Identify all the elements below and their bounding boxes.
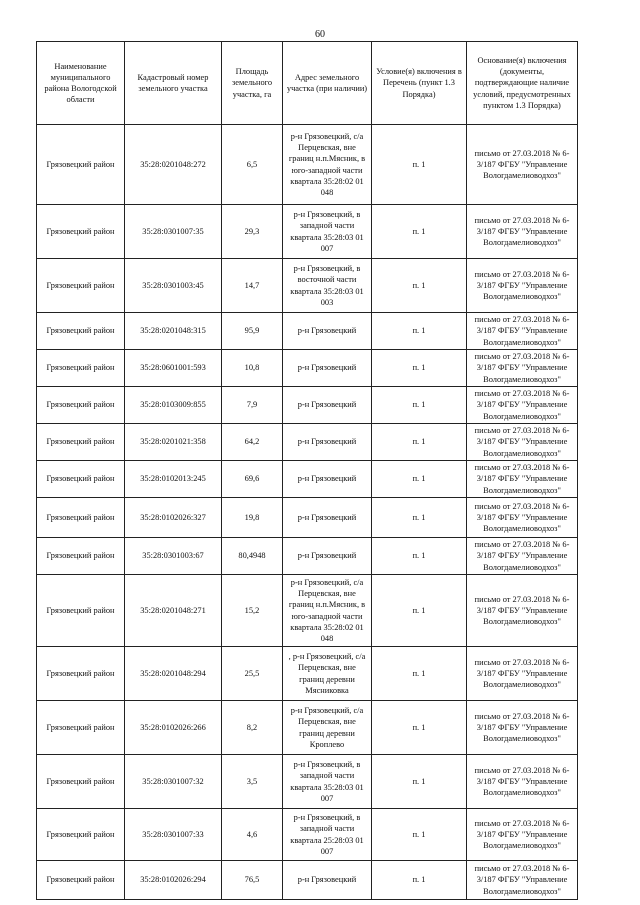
area-cell: 3,5 xyxy=(222,755,283,809)
address-cell: р-н Грязовецкий xyxy=(283,461,372,498)
condition-cell: п. 1 xyxy=(372,350,467,387)
condition-cell: п. 1 xyxy=(372,755,467,809)
cadastral-number-cell: 35:28:0301007:32 xyxy=(125,755,222,809)
condition-cell: п. 1 xyxy=(372,424,467,461)
table-row xyxy=(37,259,578,313)
condition-cell: п. 1 xyxy=(372,809,467,861)
address-cell: р-н Грязовецкий, с/а Перцевская, вне границ деревни Кроплево xyxy=(283,701,372,755)
cadastral-number-cell: 35:28:0301007:35 xyxy=(125,205,222,259)
table-row xyxy=(37,461,578,498)
area-cell: 6,5 xyxy=(222,125,283,205)
header-district: Наименование муниципального района Вологодской области xyxy=(37,42,125,125)
district-cell: Грязовецкий район xyxy=(37,647,125,701)
basis-cell: письмо от 27.03.2018 № 6-3/187 ФГБУ "Управление Вологдамелиоводхоз" xyxy=(467,387,578,424)
address-cell: , р-н Грязовецкий, с/а Перцевская, вне границ деревни Мясниковка xyxy=(283,647,372,701)
table-row xyxy=(37,125,578,205)
district-cell: Грязовецкий район xyxy=(37,350,125,387)
condition-cell: п. 1 xyxy=(372,498,467,538)
district-cell: Грязовецкий район xyxy=(37,809,125,861)
district-cell: Грязовецкий район xyxy=(37,861,125,900)
basis-cell: письмо от 27.03.2018 № 6-3/187 ФГБУ "Управление Вологдамелиоводхоз" xyxy=(467,424,578,461)
district-cell: Грязовецкий район xyxy=(37,461,125,498)
area-cell: 95,9 xyxy=(222,313,283,350)
address-cell: р-н Грязовецкий xyxy=(283,538,372,575)
district-cell: Грязовецкий район xyxy=(37,755,125,809)
cadastral-number-cell: 35:28:0201048:271 xyxy=(125,575,222,647)
district-cell: Грязовецкий район xyxy=(37,259,125,313)
condition-cell: п. 1 xyxy=(372,387,467,424)
area-cell: 69,6 xyxy=(222,461,283,498)
table-row xyxy=(37,861,578,900)
address-cell: р-н Грязовецкий, в западной части квартала 35:28:03 01 007 xyxy=(283,755,372,809)
area-cell: 7,9 xyxy=(222,387,283,424)
cadastral-number-cell: 35:28:0201048:294 xyxy=(125,647,222,701)
table-row xyxy=(37,387,578,424)
condition-cell: п. 1 xyxy=(372,461,467,498)
address-cell: р-н Грязовецкий, в западной части квартала 35:28:03 01 007 xyxy=(283,205,372,259)
table-row xyxy=(37,575,578,647)
address-cell: р-н Грязовецкий xyxy=(283,350,372,387)
address-cell: р-н Грязовецкий, с/а Перцевская, вне границ н.п.Мясник, в юго-западной части квартала 35:28:02 01 048 xyxy=(283,125,372,205)
area-cell: 4,6 xyxy=(222,809,283,861)
basis-cell: письмо от 27.03.2018 № 6-3/187 ФГБУ "Управление Вологдамелиоводхоз" xyxy=(467,259,578,313)
cadastral-number-cell: 35:28:0201048:315 xyxy=(125,313,222,350)
cadastral-number-cell: 35:28:0102026:327 xyxy=(125,498,222,538)
basis-cell: письмо от 27.03.2018 № 6-3/187 ФГБУ "Управление Вологдамелиоводхоз" xyxy=(467,647,578,701)
table-row xyxy=(37,809,578,861)
table-row xyxy=(37,701,578,755)
cadastral-number-cell: 35:28:0301003:45 xyxy=(125,259,222,313)
basis-cell: письмо от 27.03.2018 № 6-3/187 ФГБУ "Управление Вологдамелиоводхоз" xyxy=(467,861,578,900)
header-condition: Условие(я) включения в Перечень (пункт 1.3 Порядка) xyxy=(372,42,467,125)
cadastral-number-cell: 35:28:0301007:33 xyxy=(125,809,222,861)
area-cell: 64,2 xyxy=(222,424,283,461)
basis-cell: письмо от 27.03.2018 № 6-3/187 ФГБУ "Управление Вологдамелиоводхоз" xyxy=(467,205,578,259)
table-header-row xyxy=(37,42,578,125)
condition-cell: п. 1 xyxy=(372,701,467,755)
table-row xyxy=(37,350,578,387)
district-cell: Грязовецкий район xyxy=(37,498,125,538)
cadastral-number-cell: 35:28:0201021:358 xyxy=(125,424,222,461)
basis-cell: письмо от 27.03.2018 № 6-3/187 ФГБУ "Управление Вологдамелиоводхоз" xyxy=(467,350,578,387)
address-cell: р-н Грязовецкий xyxy=(283,424,372,461)
address-cell: р-н Грязовецкий xyxy=(283,387,372,424)
district-cell: Грязовецкий район xyxy=(37,538,125,575)
basis-cell: письмо от 27.03.2018 № 6-3/187 ФГБУ "Управление Вологдамелиоводхоз" xyxy=(467,575,578,647)
basis-cell: письмо от 27.03.2018 № 6-3/187 ФГБУ "Управление Вологдамелиоводхоз" xyxy=(467,461,578,498)
condition-cell: п. 1 xyxy=(372,313,467,350)
table-row xyxy=(37,538,578,575)
header-area: Площадь земельного участка, га xyxy=(222,42,283,125)
area-cell: 29,3 xyxy=(222,205,283,259)
area-cell: 10,8 xyxy=(222,350,283,387)
area-cell: 19,8 xyxy=(222,498,283,538)
area-cell: 80,4948 xyxy=(222,538,283,575)
table-row xyxy=(37,755,578,809)
basis-cell: письмо от 27.03.2018 № 6-3/187 ФГБУ "Управление Вологдамелиоводхоз" xyxy=(467,755,578,809)
area-cell: 15,2 xyxy=(222,575,283,647)
header-basis: Основание(я) включения (документы, подтверждающие наличие условий, предусмотренных пунктом 1.3 Порядка) xyxy=(467,42,578,125)
basis-cell: письмо от 27.03.2018 № 6-3/187 ФГБУ "Управление Вологдамелиоводхоз" xyxy=(467,538,578,575)
address-cell: р-н Грязовецкий xyxy=(283,498,372,538)
basis-cell: письмо от 27.03.2018 № 6-3/187 ФГБУ "Управление Вологдамелиоводхоз" xyxy=(467,809,578,861)
cadastral-number-cell: 35:28:0601001:593 xyxy=(125,350,222,387)
header-address: Адрес земельного участка (при наличии) xyxy=(283,42,372,125)
condition-cell: п. 1 xyxy=(372,205,467,259)
page-number: 60 xyxy=(315,29,325,40)
table-row xyxy=(37,205,578,259)
cadastral-number-cell: 35:28:0102026:294 xyxy=(125,861,222,900)
cadastral-number-cell: 35:28:0301003:67 xyxy=(125,538,222,575)
land-plots-table xyxy=(36,41,578,900)
address-cell: р-н Грязовецкий, с/а Перцевская, вне границ н.п.Мясник, в юго-западной части квартала 35:28:02 01 048 xyxy=(283,575,372,647)
condition-cell: п. 1 xyxy=(372,647,467,701)
condition-cell: п. 1 xyxy=(372,259,467,313)
basis-cell: письмо от 27.03.2018 № 6-3/187 ФГБУ "Управление Вологдамелиоводхоз" xyxy=(467,125,578,205)
table-row xyxy=(37,313,578,350)
basis-cell: письмо от 27.03.2018 № 6-3/187 ФГБУ "Управление Вологдамелиоводхоз" xyxy=(467,313,578,350)
district-cell: Грязовецкий район xyxy=(37,424,125,461)
cadastral-number-cell: 35:28:0103009:855 xyxy=(125,387,222,424)
district-cell: Грязовецкий район xyxy=(37,575,125,647)
condition-cell: п. 1 xyxy=(372,861,467,900)
table-row xyxy=(37,498,578,538)
basis-cell: письмо от 27.03.2018 № 6-3/187 ФГБУ "Управление Вологдамелиоводхоз" xyxy=(467,701,578,755)
cadastral-number-cell: 35:28:0102026:266 xyxy=(125,701,222,755)
table-row xyxy=(37,424,578,461)
district-cell: Грязовецкий район xyxy=(37,205,125,259)
address-cell: р-н Грязовецкий, в восточной части квартала 35:28:03 01 003 xyxy=(283,259,372,313)
basis-cell: письмо от 27.03.2018 № 6-3/187 ФГБУ "Управление Вологдамелиоводхоз" xyxy=(467,498,578,538)
area-cell: 14,7 xyxy=(222,259,283,313)
address-cell: р-н Грязовецкий xyxy=(283,313,372,350)
district-cell: Грязовецкий район xyxy=(37,387,125,424)
condition-cell: п. 1 xyxy=(372,125,467,205)
district-cell: Грязовецкий район xyxy=(37,125,125,205)
condition-cell: п. 1 xyxy=(372,575,467,647)
district-cell: Грязовецкий район xyxy=(37,313,125,350)
header-cadastral-number: Кадастровый номер земельного участка xyxy=(125,42,222,125)
condition-cell: п. 1 xyxy=(372,538,467,575)
cadastral-number-cell: 35:28:0201048:272 xyxy=(125,125,222,205)
address-cell: р-н Грязовецкий xyxy=(283,861,372,900)
address-cell: р-н Грязовецкий, в западной части квартала 25:28:03 01 007 xyxy=(283,809,372,861)
table-row xyxy=(37,647,578,701)
cadastral-number-cell: 35:28:0102013:245 xyxy=(125,461,222,498)
area-cell: 76,5 xyxy=(222,861,283,900)
area-cell: 8,2 xyxy=(222,701,283,755)
district-cell: Грязовецкий район xyxy=(37,701,125,755)
area-cell: 25,5 xyxy=(222,647,283,701)
